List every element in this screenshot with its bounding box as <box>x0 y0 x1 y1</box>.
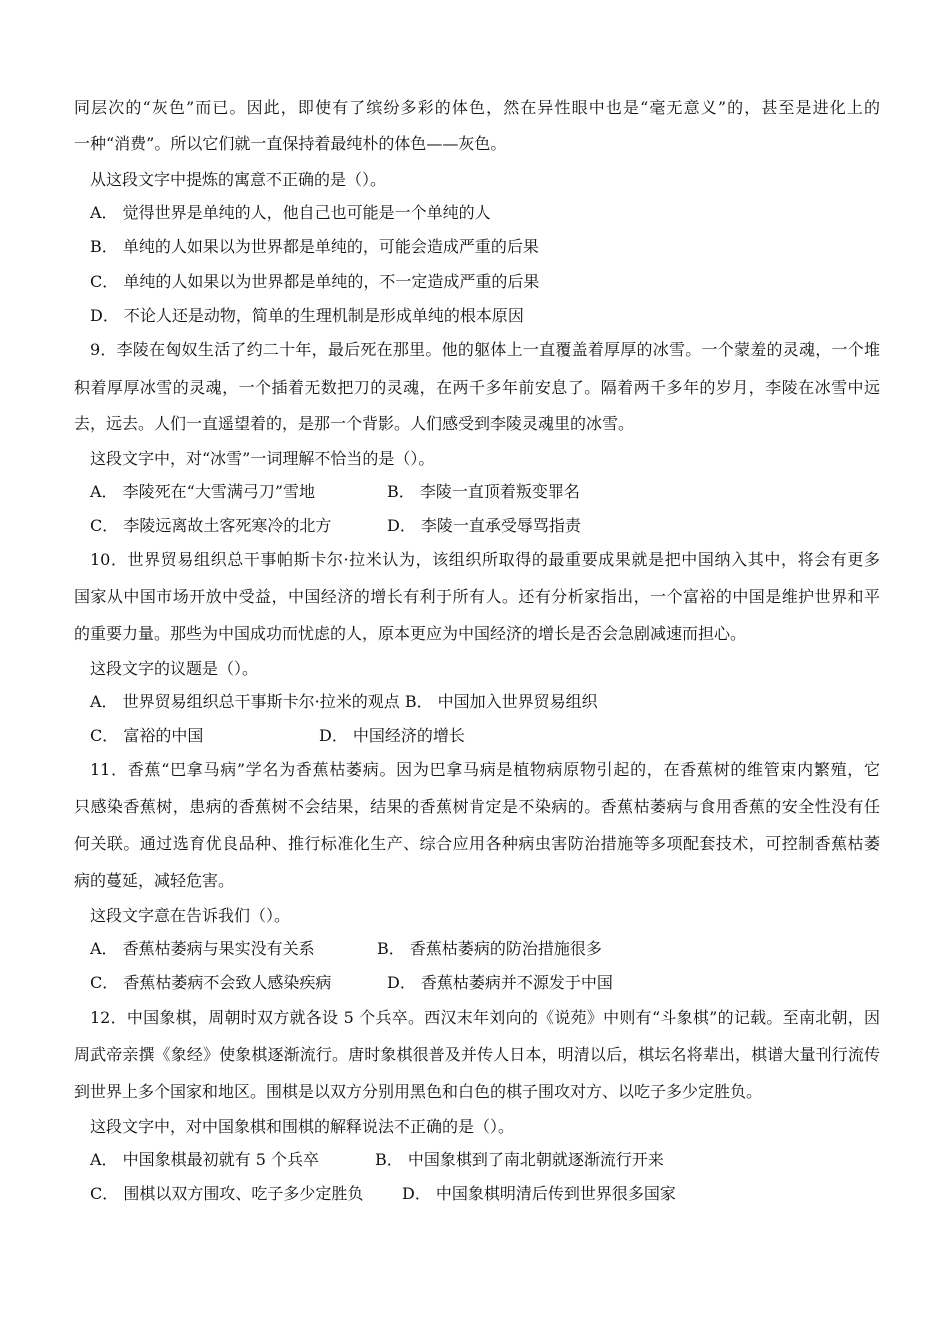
passage-line: 12．中国象棋，周朝时双方就各设 5 个兵卒。西汉末年刘向的《说苑》中则有“斗象棋”的记载。至南北朝，因 <box>90 1008 880 1027</box>
option-c: C． 香蕉枯萎病不会致人感染疾病 <box>90 973 332 992</box>
option-b: B． 香蕉枯萎病的防治措施很多 <box>377 939 602 958</box>
passage-line: 一种“消费”。所以它们就一直保持着最纯朴的体色——灰色。 <box>74 134 507 153</box>
option-a-b: A． 世界贸易组织总干事斯卡尔·拉米的观点 B． 中国加入世界贸易组织 <box>90 692 598 711</box>
option-a: A． 李陵死在“大雪满弓刀”雪地 <box>90 482 316 501</box>
question-stem: 这段文字中，对中国象棋和围棋的解释说法不正确的是（）。 <box>90 1117 515 1136</box>
question-stem: 从这段文字中提炼的寓意不正确的是（）。 <box>90 170 387 189</box>
option-a: A． 中国象棋最初就有 5 个兵卒 <box>90 1150 319 1169</box>
passage-line: 同层次的“灰色”而已。因此，即使有了缤纷多彩的体色，然在异性眼中也是“毫无意义”的，甚至是进化上的 <box>74 98 880 117</box>
passage-line: 积着厚厚冰雪的灵魂，一个插着无数把刀的灵魂，在两千多年前安息了。隔着两千多年的岁月，李陵在冰雪中远 <box>74 378 880 397</box>
question-stem: 这段文字意在告诉我们（）。 <box>90 906 291 925</box>
passage-line: 何关联。通过选育优良品种、推行标准化生产、综合应用各种病虫害防治措施等多项配套技术，可控制香蕉枯萎 <box>74 834 880 853</box>
passage-line: 周武帝亲撰《象经》使象棋逐渐流行。唐时象棋很普及并传人日本，明清以后，棋坛名将辈出，棋谱大量刊行流传 <box>74 1045 880 1064</box>
passage-line: 10．世界贸易组织总干事帕斯卡尔·拉米认为，该组织所取得的最重要成果就是把中国纳入其中，将会有更多 <box>90 550 880 569</box>
option-c: C． 围棋以双方围攻、吃子多少定胜负 <box>90 1184 364 1203</box>
option-d: D． 不论人还是动物，简单的生理机制是形成单纯的根本原因 <box>90 306 524 325</box>
option-d: D． 中国经济的增长 <box>319 726 465 745</box>
option-d: D． 中国象棋明清后传到世界很多国家 <box>402 1184 676 1203</box>
passage-line: 9．李陵在匈奴生活了约二十年，最后死在那里。他的躯体上一直覆盖着厚厚的冰雪。一个蒙羞的灵魂，一个堆 <box>90 340 880 359</box>
option-b: B． 李陵一直顶着叛变罪名 <box>387 482 580 501</box>
option-a: A． 香蕉枯萎病与果实没有关系 <box>90 939 315 958</box>
option-a: A． 觉得世界是单纯的人，他自己也可能是一个单纯的人 <box>90 203 491 222</box>
passage-line: 只感染香蕉树，患病的香蕉树不会结果，结果的香蕉树肯定是不染病的。香蕉枯萎病与食用香蕉的安全性没有任 <box>74 797 880 816</box>
option-b: B． 中国象棋到了南北朝就逐渐流行开来 <box>375 1150 664 1169</box>
question-stem: 这段文字中，对“冰雪”一词理解不恰当的是（）。 <box>90 449 435 468</box>
option-c: C． 单纯的人如果以为世界都是单纯的，不一定造成严重的后果 <box>90 272 540 291</box>
passage-line: 11．香蕉“巴拿马病”学名为香蕉枯萎病。因为巴拿马病是植物病原物引起的，在香蕉树的维管束内繁殖，它 <box>90 760 880 779</box>
option-c: C． 富裕的中国 <box>90 726 204 745</box>
option-d: D． 李陵一直承受辱骂指责 <box>387 516 581 535</box>
passage-line: 去，远去。人们一直遥望着的，是那一个背影。人们感受到李陵灵魂里的冰雪。 <box>74 414 635 433</box>
passage-line: 到世界上多个国家和地区。围棋是以双方分别用黑色和白色的棋子围攻对方、以吃子多少定胜负。 <box>74 1082 763 1101</box>
option-c: C． 李陵远离故土客死寒冷的北方 <box>90 516 332 535</box>
question-stem: 这段文字的议题是（）。 <box>90 659 259 678</box>
passage-line: 的重要力量。那些为中国成功而忧虑的人，原本更应为中国经济的增长是否会急剧减速而担心。 <box>74 624 747 643</box>
passage-line: 病的蔓延，减轻危害。 <box>74 871 235 890</box>
option-d: D． 香蕉枯萎病并不源发于中国 <box>387 973 613 992</box>
option-b: B． 单纯的人如果以为世界都是单纯的，可能会造成严重的后果 <box>90 237 539 256</box>
passage-line: 国家从中国市场开放中受益，中国经济的增长有利于所有人。还有分析家指出，一个富裕的中国是维护世界和平 <box>74 587 880 606</box>
